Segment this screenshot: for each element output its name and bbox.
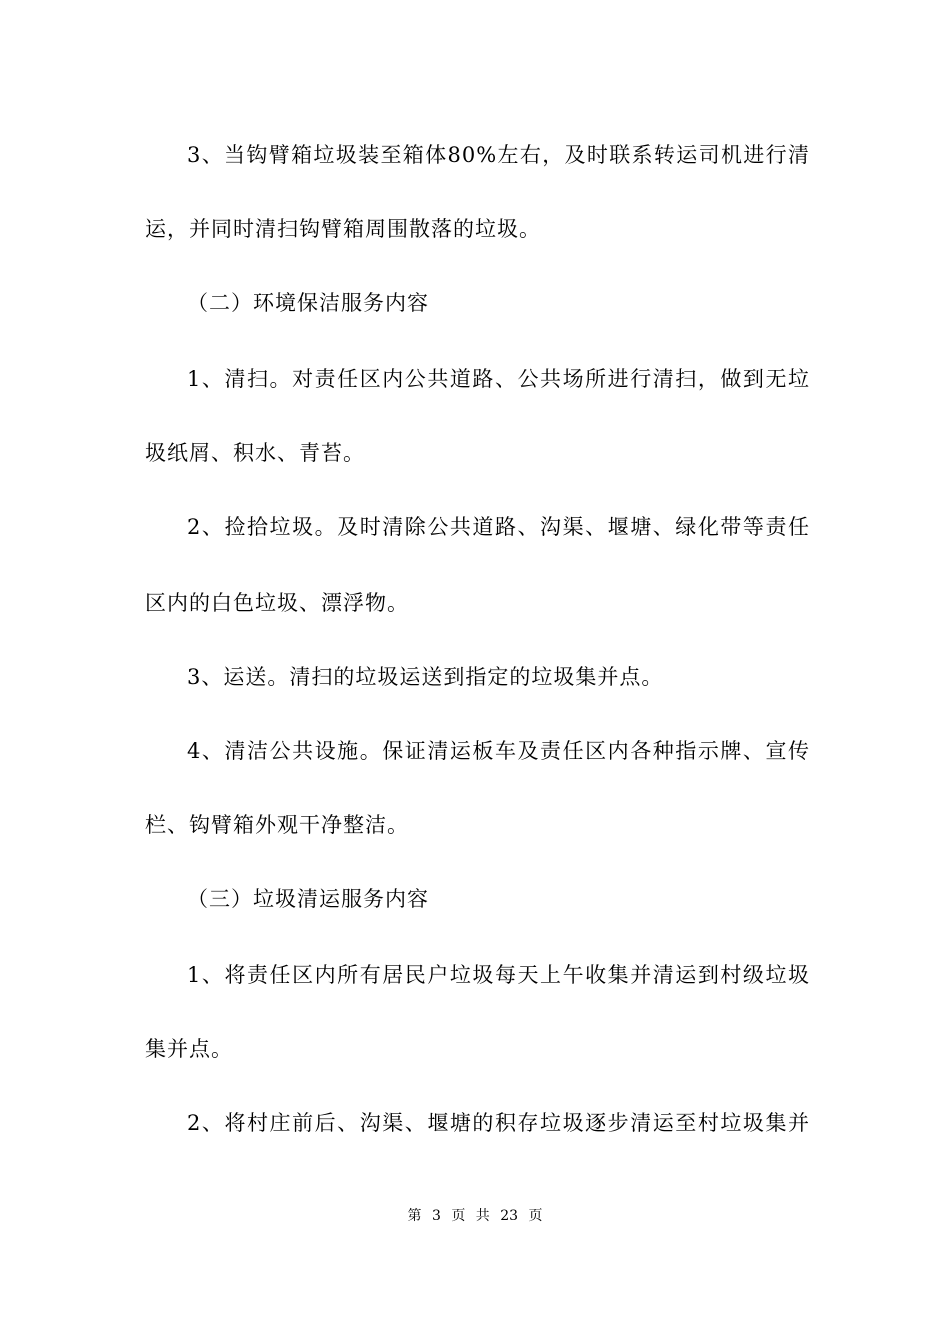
paragraph-line: 区内的白色垃圾、漂浮物。 [145, 591, 409, 615]
paragraph-line: 3、运送。清扫的垃圾运送到指定的垃圾集并点。 [187, 665, 664, 689]
page-label-mid1: 页 [451, 1208, 466, 1224]
page-label-prefix: 第 [407, 1208, 422, 1224]
page-label-suffix: 页 [528, 1208, 543, 1224]
current-page-number: 3 [431, 1208, 441, 1224]
paragraph-line: 3、当钩臂箱垃圾装至箱体80%左右，及时联系转运司机进行清 [187, 143, 810, 167]
section-heading: （三）垃圾清运服务内容 [187, 887, 429, 911]
section-heading: （二）环境保洁服务内容 [187, 291, 429, 315]
paragraph-line: 1、将责任区内所有居民户垃圾每天上午收集并清运到村级垃圾 [187, 963, 810, 987]
paragraph-line: 2、将村庄前后、沟渠、堰塘的积存垃圾逐步清运至村垃圾集并 [187, 1111, 810, 1135]
paragraph-line: 1、清扫。对责任区内公共道路、公共场所进行清扫，做到无垃 [187, 367, 810, 391]
paragraph-line: 圾纸屑、积水、青苔。 [145, 441, 365, 465]
paragraph-line: 运，并同时清扫钩臂箱周围散落的垃圾。 [145, 217, 541, 241]
paragraph-line: 2、捡拾垃圾。及时清除公共道路、沟渠、堰塘、绿化带等责任 [187, 515, 810, 539]
paragraph-line: 栏、钩臂箱外观干净整洁。 [145, 813, 409, 837]
paragraph-line: 集并点。 [145, 1037, 233, 1061]
paragraph-line: 4、清洁公共设施。保证清运板车及责任区内各种指示牌、宣传 [187, 739, 810, 763]
total-pages-number: 23 [500, 1208, 519, 1224]
page-footer [0, 1206, 950, 1226]
page-label-mid2: 共 [475, 1208, 490, 1224]
